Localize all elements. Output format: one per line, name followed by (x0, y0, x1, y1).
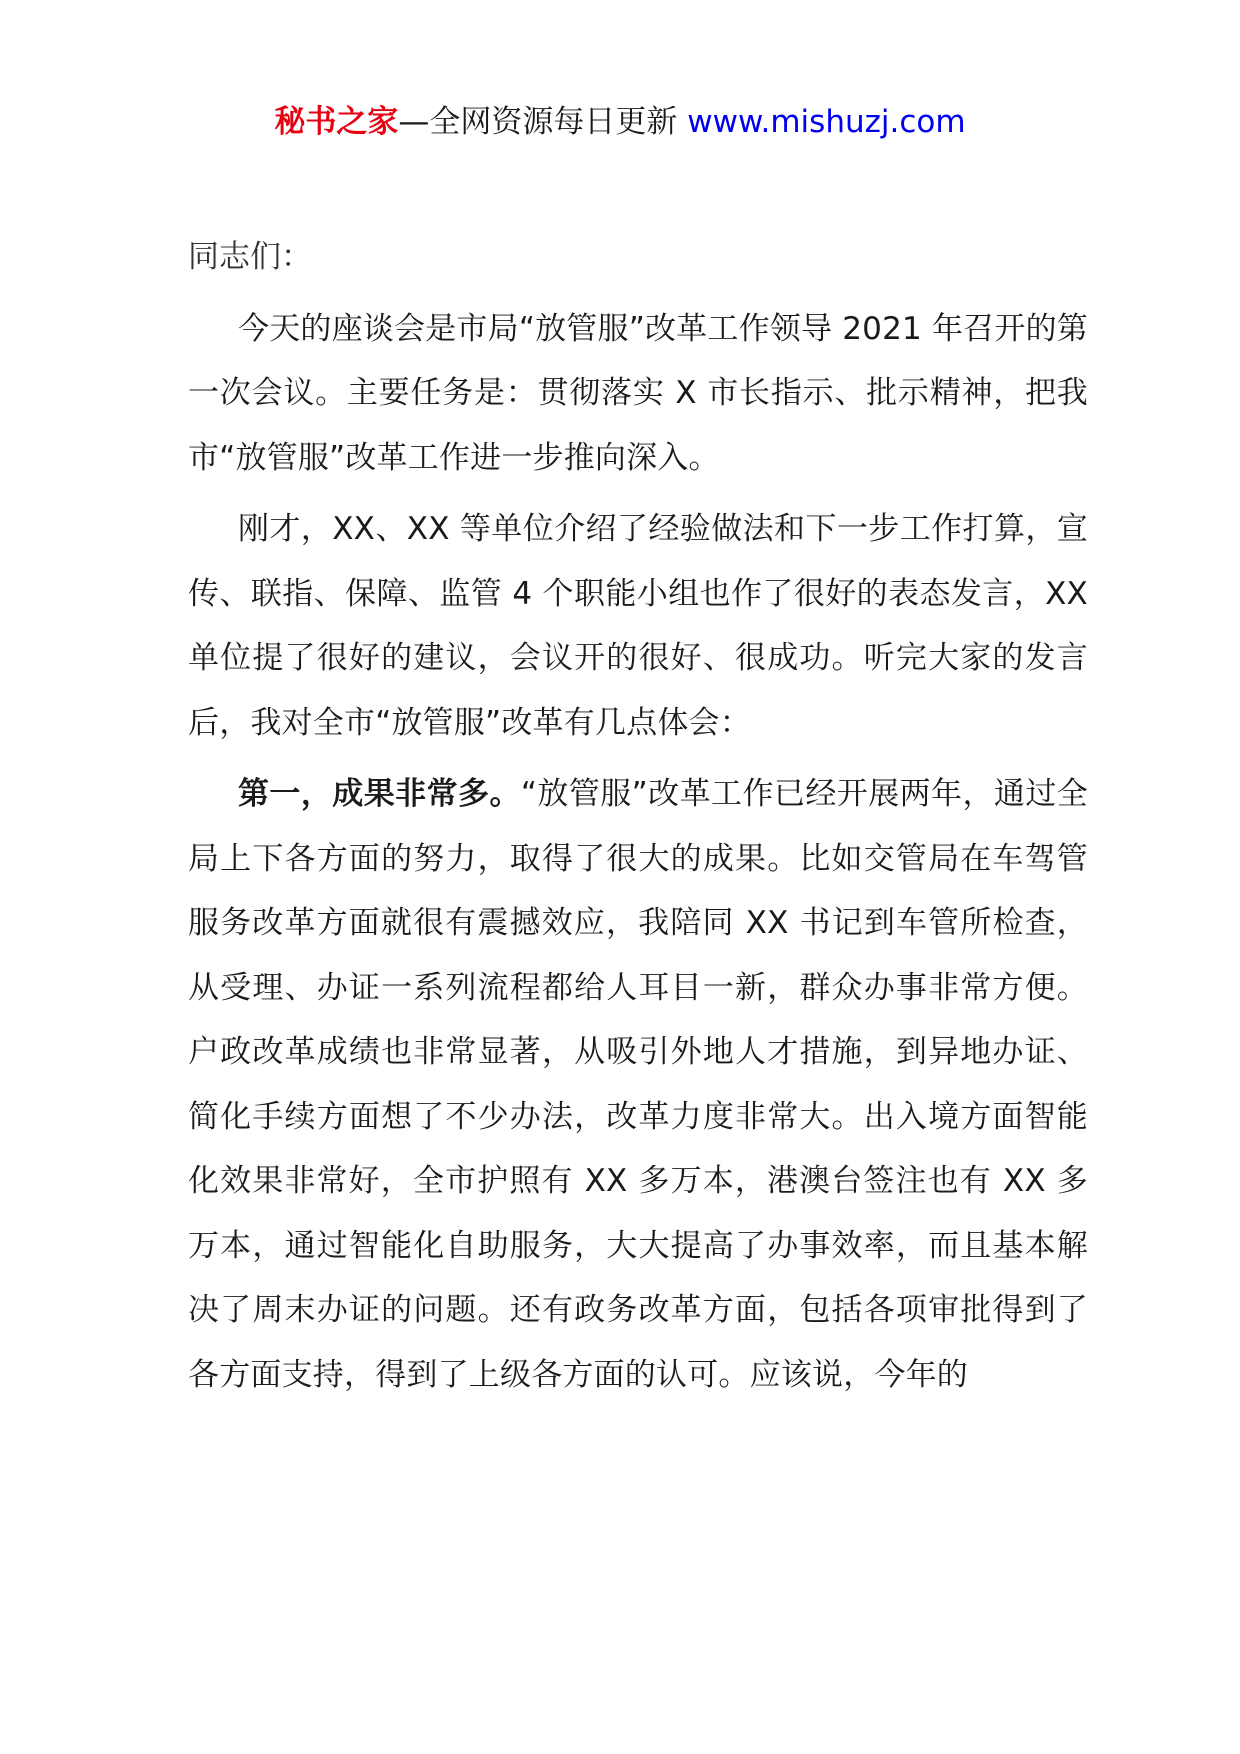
paragraph-3 (188, 762, 1088, 1407)
header-tagline: —全网资源每日更新 (398, 104, 678, 140)
brand-name: 秘书之家 (274, 104, 399, 140)
paragraph-2 (188, 497, 1088, 755)
page-header (0, 100, 1240, 144)
paragraph-text: 刚才，XX、XX 等单位介绍了经验做法和下一步工作打算，宣传、联指、保障、监管 4 个职能小组也作了很好的表态发言，XX 单位提了很好的建议，会议开的很好、很成功。听完大家的发言后，我对全市“放管服”改革有几点体会： (188, 511, 1088, 741)
site-url-link[interactable]: www.mishuzj.com (687, 104, 966, 140)
paragraph-text: 今天的座谈会是市局“放管服”改革工作领导 2021 年召开的第一次会议。主要任务是：贯彻落实 X 市长指示、批示精神，把我市“放管服”改革工作进一步推向深入。 (188, 310, 1088, 476)
salutation: 同志们： (188, 239, 312, 275)
document-body (188, 225, 1088, 1414)
paragraph-lead-heading: 第一，成果非常多。 (238, 776, 521, 812)
paragraph-text: “放管服”改革工作已经开展两年，通过全局上下各方面的努力，取得了很大的成果。比如交管局在车驾管服务改革方面就很有震撼效应，我陪同 XX 书记到车管所检查，从受理、办证一系列流程都给人耳目一新，群众办事非常方便。户政改革成绩也非常显著，从吸引外地人才措施，到异地办证、简化手续方面想了不少办法，改革力度非常大。出入境方面智能化效果非常好，全市护照有 XX 多万本，港澳台签注也有 XX 多万本，通过智能化自助服务，大大提高了办事效率，而且基本解决了周末办证的问题。还有政务改革方面，包括各项审批得到了各方面支持，得到了上级各方面的认可。应该说，今年的 (188, 776, 1088, 1393)
paragraph-1 (188, 297, 1088, 491)
